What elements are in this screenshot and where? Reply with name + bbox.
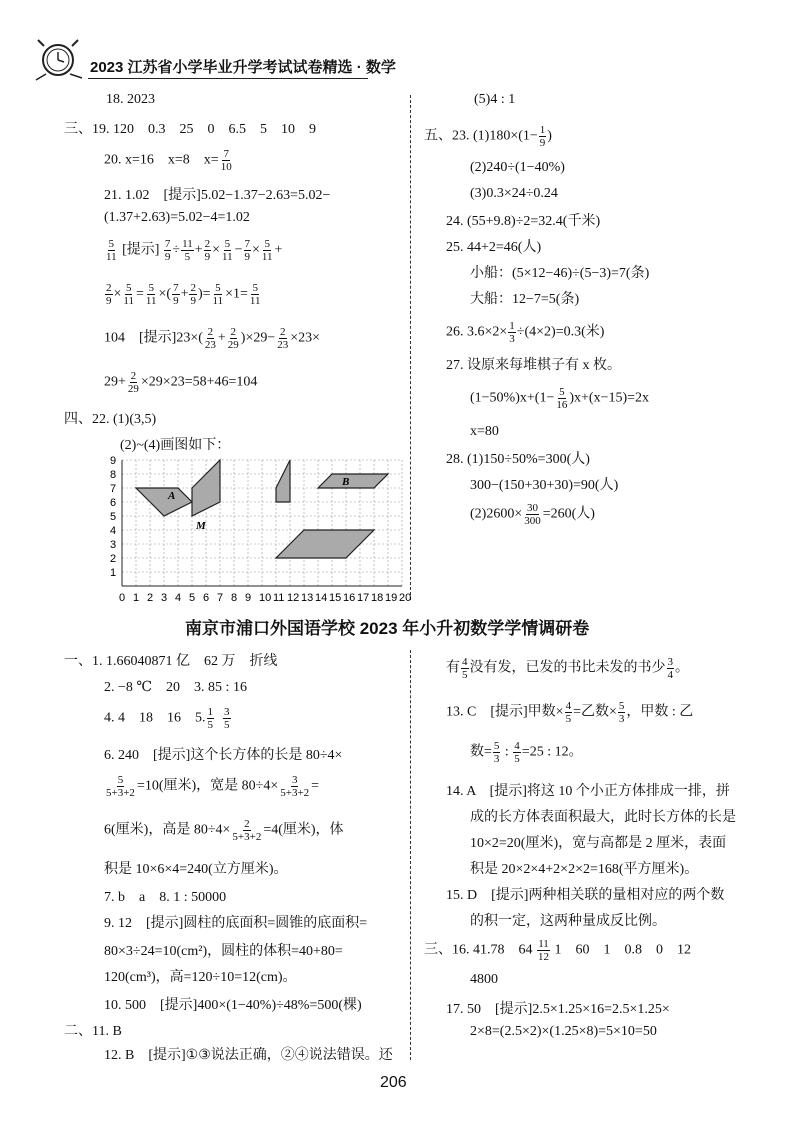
x-tick-label: 18: [371, 592, 384, 604]
section-title: 南京市浦口外国语学校 2023 年小升初数学学情调研卷: [185, 619, 590, 638]
shape-a: [136, 488, 192, 516]
y-tick-label: 2: [110, 553, 117, 565]
answer-c14: 14. A [提示]将这 10 个小正方体排成一排，拼: [446, 784, 730, 799]
label-b: B: [342, 476, 350, 488]
answer-c14-line4: 积是 20×2×4+2×2×2=168(平方厘米)。: [470, 862, 699, 877]
answer-20: 20. x=16 x=8 x= $\frac{7}{10}$: [104, 148, 232, 173]
answer-104-line1: 104 [提示]23×( $\frac{2}{23}$ + $\frac{2}{29}$ )×29− $\frac{2}{23}$ ×23×: [104, 326, 321, 351]
answer-b12: 12. B [提示]①③说法正确，②④说法错误。还: [104, 1048, 393, 1063]
answer-23-1: 五、23. (1)180×(1− $\frac{1}{9}$ ): [424, 124, 552, 149]
answer-frac-line2: $\frac{2}{9}$ × $\frac{5}{11}$ = $\frac{5}{11}$ ×( $\frac{7}{9}$ + $\frac{2}{9}$ )= $\frac{5}{11}$ ×1= $\frac{5}{11}$: [106, 282, 261, 307]
answer-27-eq: (1−50%)x+(1− $\frac{5}{16}$ )x+(x−15)=2x: [470, 386, 650, 411]
y-tick-label: 6: [110, 497, 117, 509]
answer-c17: 17. 50 [提示]2.5×1.25×16=2.5×1.25×: [446, 1002, 670, 1017]
answer-b1: 一、1. 1.66040871 亿 62 万 折线: [64, 654, 278, 669]
answer-b11: 二、11. B: [64, 1024, 122, 1039]
x-tick-label: 2: [147, 592, 154, 604]
shape-b: [318, 474, 388, 488]
x-tick-label: 19: [385, 592, 398, 604]
answer-b9-line2: 80×3÷24=10(cm²)，圆柱的体积=40+80=: [104, 944, 343, 959]
answer-27: 27. 设原来每堆棋子有 x 枚。: [446, 358, 621, 373]
answer-23-3: (3)0.3×24÷0.24: [470, 186, 558, 201]
y-tick-label: 4: [110, 525, 117, 537]
x-tick-label: 14: [315, 592, 328, 604]
answer-21-line2: (1.37+2.63)=5.02−4=1.02: [104, 210, 250, 225]
grid-svg: [108, 455, 412, 605]
answer-c15-line2: 的积一定，这两种量成反比例。: [470, 914, 666, 929]
answer-b9: 9. 12 [提示]圆柱的底面积=圆锥的底面积=: [104, 916, 368, 931]
answer-c15: 15. D [提示]两种相关联的量相对应的两个数: [446, 888, 725, 903]
shape-trapezoid: [276, 460, 290, 502]
answer-b2: 2. −8 ℃ 20 3. 85 : 16: [104, 680, 247, 695]
answer-24: 24. (55+9.8)÷2=32.4(千米): [446, 214, 601, 229]
x-tick-label: 9: [245, 592, 252, 604]
x-tick-label: 15: [329, 592, 342, 604]
x-tick-label: 16: [343, 592, 356, 604]
answer-5-ratio: (5)4 : 1: [474, 92, 516, 107]
label-a: A: [168, 490, 176, 502]
y-tick-label: 5: [110, 511, 117, 523]
answer-21-line1: 21. 1.02 [提示]5.02−1.37−2.63=5.02−: [104, 188, 331, 203]
header-rule: [88, 78, 368, 79]
answer-frac-line1: $\frac{5}{11}$ [提示] $\frac{7}{9}$ ÷ $\frac{11}{5}$ + $\frac{2}{9}$ × $\frac{5}{11}$ − $\frac{7}{9}$ × $\frac{5}{11}$ +: [106, 238, 283, 263]
answer-b4: 4. 4 18 16 5. $\frac{1}{5}$ $\frac{3}{5}$: [104, 706, 230, 731]
answer-23-2: (2)240÷(1−40%): [470, 160, 565, 175]
answer-b7: 7. b a 8. 1 : 50000: [104, 890, 227, 905]
y-tick-label: 7: [110, 483, 117, 495]
x-tick-label: 6: [203, 592, 210, 604]
answer-25-small: 小船：(5×12−46)÷(5−3)=7(条): [470, 266, 650, 281]
answer-c14-line3: 10×2=20(厘米)，宽与高都是 2 厘米，表面: [470, 836, 727, 851]
x-tick-label: 10: [259, 592, 272, 604]
answer-b6-line4: 积是 10×6×4=240(立方厘米)。: [104, 862, 288, 877]
answer-b6-line3: 6(厘米)，高是 80÷4× $\frac{2}{5+3+2}$ =4(厘米)，体: [104, 818, 344, 843]
x-tick-label: 8: [231, 592, 238, 604]
column-divider-bottom: [410, 650, 411, 1060]
answer-22: 四、22. (1)(3,5): [64, 412, 157, 427]
y-tick-label: 1: [110, 567, 117, 579]
answer-27-x: x=80: [470, 424, 499, 439]
header-title: 2023 江苏省小学毕业升学考试试卷精选 · 数学: [90, 59, 396, 76]
x-tick-label: 7: [217, 592, 224, 604]
x-tick-label: 17: [357, 592, 370, 604]
answer-c13: 13. C [提示]甲数× $\frac{4}{5}$ =乙数× $\frac{5}{3}$ ，甲数 : 乙: [446, 700, 694, 725]
x-tick-label: 1: [133, 592, 140, 604]
answer-25-large: 大船：12−7=5(条): [470, 292, 580, 307]
y-tick-label: 3: [110, 539, 117, 551]
cartoon-clock-icon: [28, 34, 86, 84]
x-tick-label: 13: [301, 592, 314, 604]
x-tick-label: 11: [273, 592, 285, 604]
answer-28-2: (2)2600× $\frac{30}{300}$ =260(人): [470, 502, 595, 527]
answer-b10: 10. 500 [提示]400×(1−40%)÷48%=500(棵): [104, 998, 362, 1013]
answer-19: 三、19. 120 0.3 25 0 6.5 5 10 9: [64, 122, 316, 137]
answer-b6-line2: $\frac{5}{5+3+2}$ =10(厘米)，宽是 80÷4× $\frac{3}{5+3+2}$ =: [106, 774, 320, 799]
answer-c16-line2: 4800: [470, 972, 498, 987]
answer-c16: 三、16. 41.78 64 $\frac{11}{12}$ 1 60 1 0.8 0 12: [424, 938, 691, 963]
answer-b6: 6. 240 [提示]这个长方体的长是 80÷4×: [104, 748, 343, 763]
page-number: 206: [380, 1074, 407, 1091]
y-tick-label: 8: [110, 469, 117, 481]
answer-18: 18. 2023: [106, 92, 155, 107]
answer-26: 26. 3.6×2× $\frac{1}{3}$ ÷(4×2)=0.3(米): [446, 320, 605, 345]
answer-25: 25. 44+2=46(人): [446, 240, 542, 255]
answer-b9-line3: 120(cm³)，高=120÷10=12(cm)。: [104, 970, 297, 985]
answer-28-1b: 300−(150+30+30)=90(人): [470, 478, 619, 493]
shape-large-parallelogram: [276, 530, 374, 558]
coordinate-grid-figure: [108, 455, 412, 610]
x-tick-label: 4: [175, 592, 182, 604]
answer-22-note: (2)~(4)画图如下：: [120, 438, 231, 453]
x-tick-label: 5: [189, 592, 196, 604]
x-tick-label: 3: [161, 592, 168, 604]
x-tick-label: 0: [119, 592, 126, 604]
answer-c13-line2: 数= $\frac{5}{3}$ : $\frac{4}{5}$ =25 : 12。: [470, 740, 583, 765]
answer-104-line2: 29+ $\frac{2}{29}$ ×29×23=58+46=104: [104, 370, 258, 395]
column-divider-top: [410, 95, 411, 600]
answer-c17-line2: 2×8=(2.5×2)×(1.25×8)=5×10=50: [470, 1024, 657, 1039]
answer-c14-line2: 成的长方体表面积最大，此时长方体的长是: [470, 810, 736, 825]
x-tick-label: 20: [399, 592, 412, 604]
answer-c12-cont: 有 $\frac{4}{5}$ 没有发，已发的书比未发的书少 $\frac{3}{4}$ 。: [446, 656, 689, 681]
label-m: M: [196, 520, 206, 532]
x-tick-label: 12: [287, 592, 300, 604]
answer-28-1: 28. (1)150÷50%=300(人): [446, 452, 590, 467]
y-tick-label: 9: [110, 455, 117, 467]
